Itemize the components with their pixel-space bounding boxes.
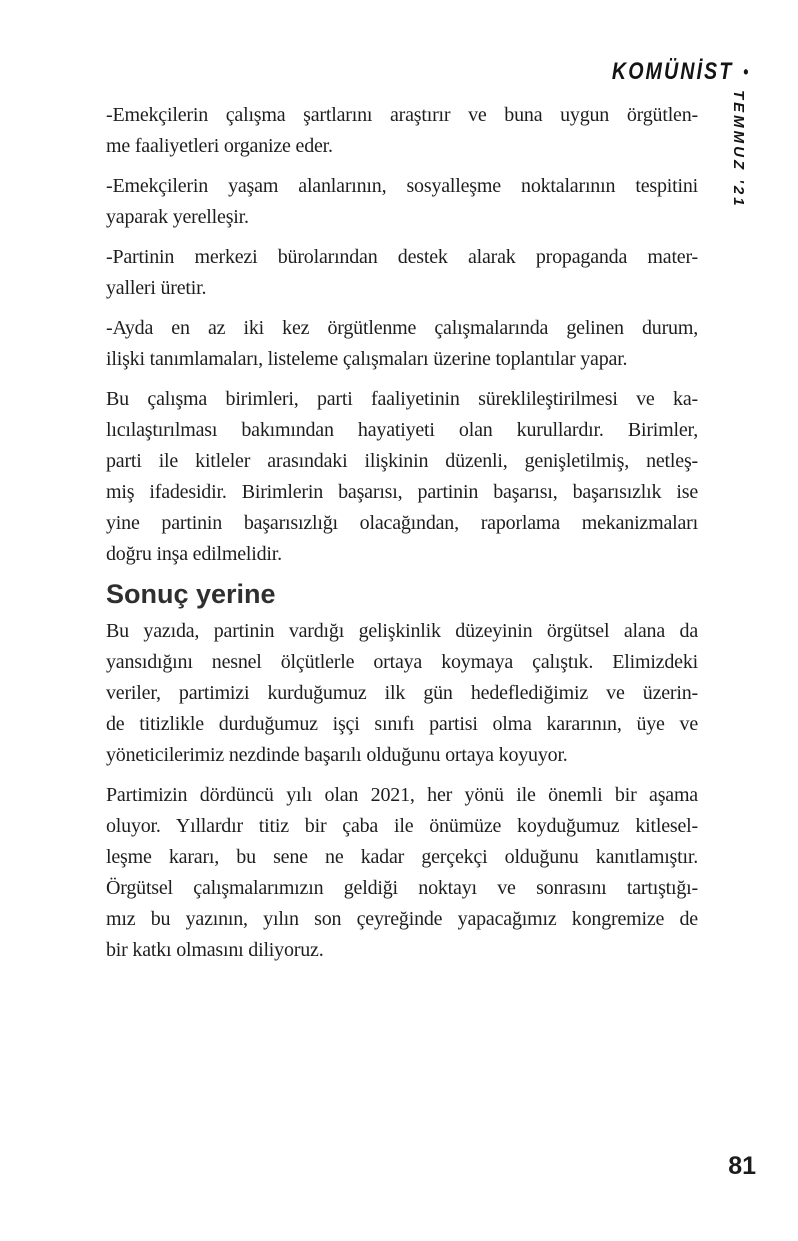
text-line: yansıdığını nesnel ölçütlerle ortaya koymaya çalıştık. Elimizdeki	[106, 651, 698, 673]
text-line: yine partinin başarısızlığı olacağından, raporlama mekanizmaları	[106, 512, 698, 534]
paragraph	[106, 780, 698, 966]
text-line: me faaliyetleri organize eder.	[106, 135, 333, 157]
article-body	[106, 100, 698, 975]
text-line: doğru inşa edilmelidir.	[106, 543, 282, 565]
issue-date-vertical: TEMMUZ '21	[730, 90, 747, 209]
paragraph	[106, 616, 698, 771]
text-line: Partimizin dördüncü yılı olan 2021, her yönü ile önemli bir aşama	[106, 784, 698, 806]
text-line: mız bu yazının, yılın son çeyreğinde yapacağımız kongremize de	[106, 908, 698, 930]
text-line: de titizlikle durduğumuz işçi sınıfı partisi olma kararının, üye ve	[106, 713, 698, 735]
paragraph	[106, 100, 698, 162]
section-heading: Sonuç yerine	[106, 579, 276, 609]
text-line: Bu yazıda, partinin vardığı gelişkinlik düzeyinin örgütsel alana da	[106, 620, 698, 642]
magazine-title: KOMÜNİST	[611, 58, 733, 85]
paragraph	[106, 171, 698, 233]
text-line: miş ifadesidir. Birimlerin başarısı, partinin başarısı, başarısızlık ise	[106, 481, 698, 503]
text-line: -Partinin merkezi bürolarından destek alarak propaganda mater-	[106, 246, 698, 268]
paragraph	[106, 242, 698, 304]
text-line: yöneticilerimiz nezdinde başarılı olduğunu ortaya koyuyor.	[106, 744, 568, 766]
text-line: veriler, partimizi kurduğumuz ilk gün hedeflediğimiz ve üzerin-	[106, 682, 698, 704]
paragraph	[106, 384, 698, 570]
running-head	[612, 58, 748, 86]
text-line: parti ile kitleler arasındaki ilişkinin düzenli, genişletilmiş, netleş-	[106, 450, 698, 472]
text-line: Örgütsel çalışmalarımızın geldiği noktayı ve sonrasını tartıştığı-	[106, 877, 698, 899]
text-line: leşme kararı, bu sene ne kadar gerçekçi olduğunu kanıtlamıştır.	[106, 846, 698, 868]
text-line: Bu çalışma birimleri, parti faaliyetinin süreklileştirilmesi ve ka-	[106, 388, 698, 410]
text-line: yaparak yerelleşir.	[106, 206, 249, 228]
text-line: ilişki tanımlamaları, listeleme çalışmaları üzerine toplantılar yapar.	[106, 348, 628, 370]
text-line: -Emekçilerin çalışma şartlarını araştırır ve buna uygun örgütlen-	[106, 104, 698, 126]
bullet-separator-icon: •	[742, 62, 748, 82]
text-line: lıcılaştırılması bakımından hayatiyeti olan kurullardır. Birimler,	[106, 419, 698, 441]
text-line: -Ayda en az iki kez örgütlenme çalışmalarında gelinen durum,	[106, 317, 698, 339]
text-line: -Emekçilerin yaşam alanlarının, sosyalleşme noktalarının tespitini	[106, 175, 698, 197]
text-line: yalleri üretir.	[106, 277, 207, 299]
text-line: oluyor. Yıllardır titiz bir çaba ile önümüze koyduğumuz kitlesel-	[106, 815, 698, 837]
paragraph	[106, 313, 698, 375]
text-line: bir katkı olmasını diliyoruz.	[106, 939, 324, 961]
page-number: 81	[728, 1152, 756, 1180]
